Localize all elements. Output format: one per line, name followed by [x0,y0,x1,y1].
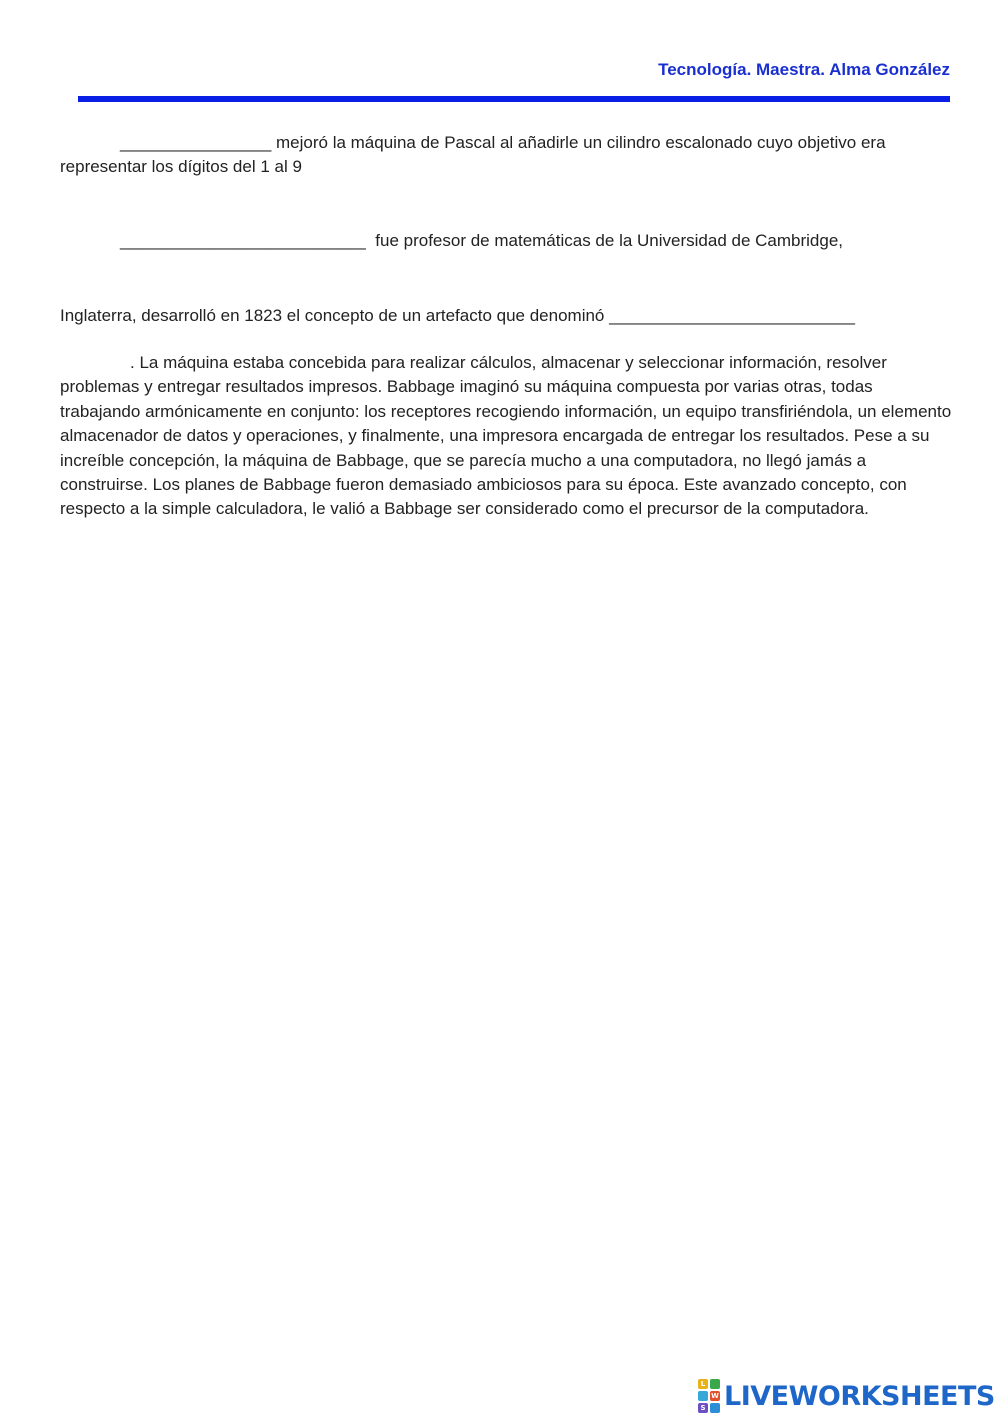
header-divider [78,96,950,102]
logo-icon-tile: W [711,1392,719,1400]
paragraph-2-text: fue profesor de matemáticas de la Universidad de Cambridge, [365,231,844,250]
paragraph-2 [60,229,952,253]
logo-icon-tile [710,1403,720,1413]
answer-blank-3[interactable]: __________________________ [609,306,855,325]
logo-icon-tile [698,1391,708,1401]
logo-icon-tile: S [698,1403,708,1413]
logo-icon-tile [710,1379,720,1389]
paragraph-4: . La máquina estaba concebida para realizar cálculos, almacenar y seleccionar información, resolver problemas y entregar resultados impresos. Babbage imaginó su máquina compuesta por varias otras, todas trabajando armónicamente en conjunto: los receptores recogiendo información, un equipo transfiriéndola, un elemento almacenador de datos y operaciones, y finalmente, una impresora encargada de entregar los resultados. Pese a su increíble concepción, la máquina de Babbage, que se parecía mucho a una computadora, no llegó jamás a construirse. Los planes de Babbage fueron demasiado ambiciosos para su época. Este avanzado concepto, con respecto a la simple calculadora, le valió a Babbage ser considerado como el precursor de la computadora. [60,353,952,519]
paragraph-3-text: Inglaterra, desarrolló en 1823 el concepto de un artefacto que denominó [60,306,610,325]
liveworksheets-logo-text: LIVEWORKSHEETS [724,1380,995,1412]
liveworksheets-logo [698,1379,995,1413]
answer-blank-2[interactable]: __________________________ [120,231,366,250]
paragraph-3 [60,304,952,328]
page-header-title: Tecnología. Maestra. Alma González [658,60,950,79]
paragraph-1-text: mejoró la máquina de Pascal al añadirle un cilindro escalonado cuyo objetivo era representar los dígitos del 1 al 9 [60,133,886,177]
logo-icon-tile: L [698,1379,708,1389]
liveworksheets-logo-icon [698,1379,720,1413]
paragraph-1 [60,131,952,180]
answer-blank-1[interactable]: ________________ [120,133,272,152]
